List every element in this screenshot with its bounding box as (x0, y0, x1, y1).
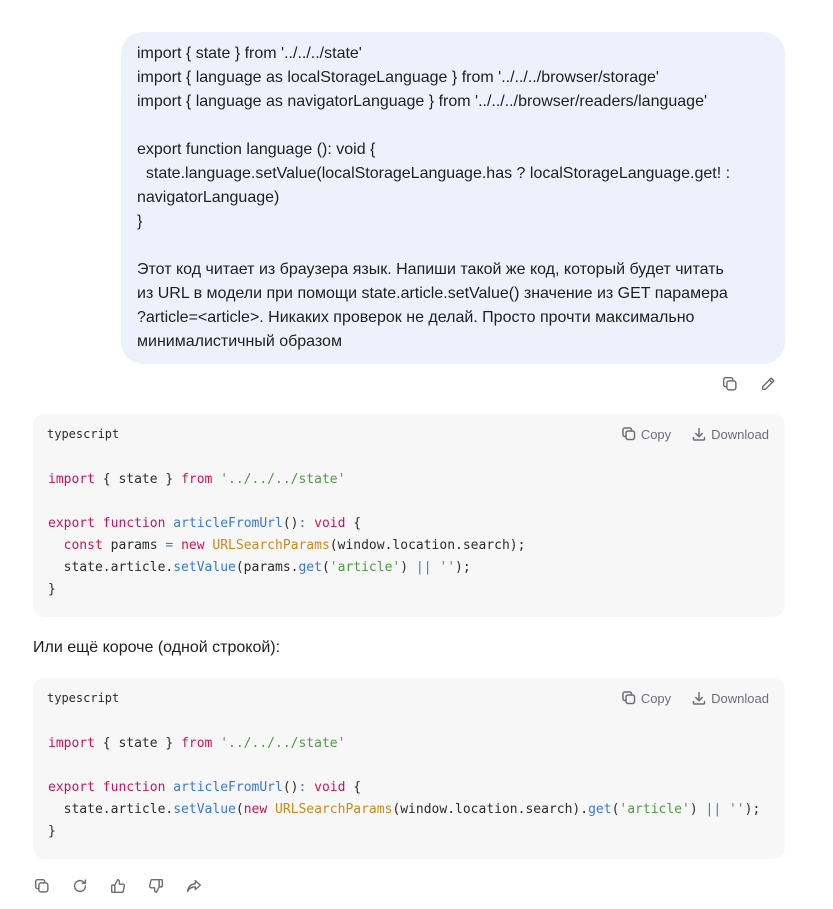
code-token: setValue (173, 560, 236, 575)
code-token (48, 538, 64, 553)
code-token: ( (321, 560, 330, 575)
regenerate-icon[interactable] (70, 876, 90, 896)
code-token: function (102, 516, 166, 531)
code-token: || (705, 802, 722, 817)
code-token: '' (439, 560, 456, 575)
user-message-line: минималистичный образом (137, 333, 342, 350)
response-actions (32, 876, 204, 896)
code-token: function (102, 780, 166, 795)
code-token: setValue (173, 802, 236, 817)
code-token: import (48, 736, 95, 751)
download-label: Download (711, 426, 769, 442)
copy-icon[interactable] (32, 876, 52, 896)
code-token: ); (455, 560, 471, 575)
code-line (48, 513, 770, 535)
code-token: } (48, 582, 56, 597)
copy-icon (621, 426, 637, 442)
code-token: import (48, 472, 95, 487)
code-content (33, 718, 785, 857)
download-label: Download (711, 690, 769, 706)
code-token: ) (689, 802, 706, 817)
user-message-line: import { language as navigatorLanguage } from '../../../browser/readers/language' (137, 93, 708, 110)
code-token: new (243, 802, 268, 817)
thumbs-down-icon[interactable] (146, 876, 166, 896)
user-message-line: } (137, 213, 143, 230)
user-message-line: import { language as localStorageLanguage } from '../../../browser/storage' (137, 69, 659, 86)
user-message-actions (720, 374, 778, 394)
code-line (48, 579, 770, 601)
code-token: export (48, 780, 95, 795)
code-token: { state } (94, 472, 182, 487)
code-content (33, 454, 785, 615)
code-token: : (298, 516, 307, 531)
code-line (48, 491, 770, 513)
user-message-line: navigatorLanguage) (137, 189, 280, 206)
code-token: new (181, 538, 205, 553)
code-token: ( (235, 802, 244, 817)
code-token: get (298, 560, 322, 575)
user-message-line: из URL в модели при помощи state.article.setValue() значение из GET парамера (137, 285, 728, 302)
code-token: export (48, 516, 95, 531)
code-token: from (181, 736, 213, 751)
code-token: 'article' (329, 560, 401, 575)
assistant-paragraph: Или ещё короче (одной строкой): (33, 639, 281, 656)
copy-icon (621, 690, 637, 706)
code-token: { (345, 516, 362, 531)
code-line (48, 469, 770, 491)
code-token: URLSearchParams (275, 802, 393, 817)
code-token: { state } (94, 736, 182, 751)
code-block (33, 414, 785, 617)
download-icon (691, 690, 707, 706)
code-token: const (63, 538, 103, 553)
user-message-blank-line (137, 114, 769, 138)
code-token: = (165, 538, 174, 553)
code-token: get (588, 802, 612, 817)
code-token: ) (400, 560, 416, 575)
user-message-line: ?article=<article>. Никаких проверок не делай. Просто прочти максимально (137, 309, 695, 326)
code-token: } (48, 824, 56, 839)
pencil-icon[interactable] (758, 374, 778, 394)
copy-code-button[interactable] (621, 426, 671, 442)
code-token: || (415, 560, 432, 575)
code-token: (window.location.search); (329, 538, 526, 553)
code-line (48, 535, 770, 557)
code-token: '../../../state' (220, 736, 346, 751)
code-token: 'article' (619, 802, 690, 817)
code-token: articleFromUrl (173, 780, 283, 795)
share-icon[interactable] (184, 876, 204, 896)
code-line (48, 733, 770, 755)
code-block (33, 678, 785, 859)
code-block-header (33, 414, 785, 454)
code-token: from (181, 472, 213, 487)
copy-label: Copy (640, 690, 672, 706)
code-token: () (282, 516, 299, 531)
code-token: ); (744, 802, 761, 817)
copy-icon[interactable] (720, 374, 740, 394)
code-token: params (102, 538, 166, 553)
user-message-line: Этот код читает из браузера язык. Напиши такой же код, который будет читать (137, 261, 724, 278)
code-token: (window.location.search). (392, 802, 589, 817)
download-code-button[interactable] (691, 426, 769, 442)
code-language-label: typescript (47, 427, 120, 441)
thumbs-up-icon[interactable] (108, 876, 128, 896)
download-icon (691, 426, 707, 442)
code-token: '../../../state' (220, 472, 346, 487)
user-message-bubble (121, 32, 785, 364)
code-language-label: typescript (47, 691, 120, 705)
copy-label: Copy (640, 426, 672, 442)
code-line (48, 799, 770, 821)
code-token: { (345, 780, 362, 795)
code-token: state.article. (48, 802, 174, 817)
user-message-line: import { state } from '../../../state' (137, 45, 362, 62)
user-message-blank-line (137, 234, 769, 258)
code-token: void (314, 516, 346, 531)
download-code-button[interactable] (691, 690, 769, 706)
code-block-header (33, 678, 785, 718)
code-token: () (282, 780, 299, 795)
code-line (48, 777, 770, 799)
code-token: ( (611, 802, 620, 817)
code-token: URLSearchParams (212, 538, 330, 553)
code-token: state.article. (48, 560, 174, 575)
user-message-line: state.language.setValue(localStorageLanguage.has ? localStorageLanguage.get! : (137, 165, 731, 182)
code-block-tools (621, 690, 769, 706)
code-token: '' (728, 802, 745, 817)
code-token: : (298, 780, 307, 795)
code-token: articleFromUrl (173, 516, 283, 531)
user-message-line: export function language (): void { (137, 141, 376, 158)
code-block-tools (621, 426, 769, 442)
copy-code-button[interactable] (621, 690, 671, 706)
code-line (48, 557, 770, 579)
code-line (48, 755, 770, 777)
code-token: (params. (235, 560, 299, 575)
code-token: void (314, 780, 346, 795)
code-line (48, 821, 770, 843)
